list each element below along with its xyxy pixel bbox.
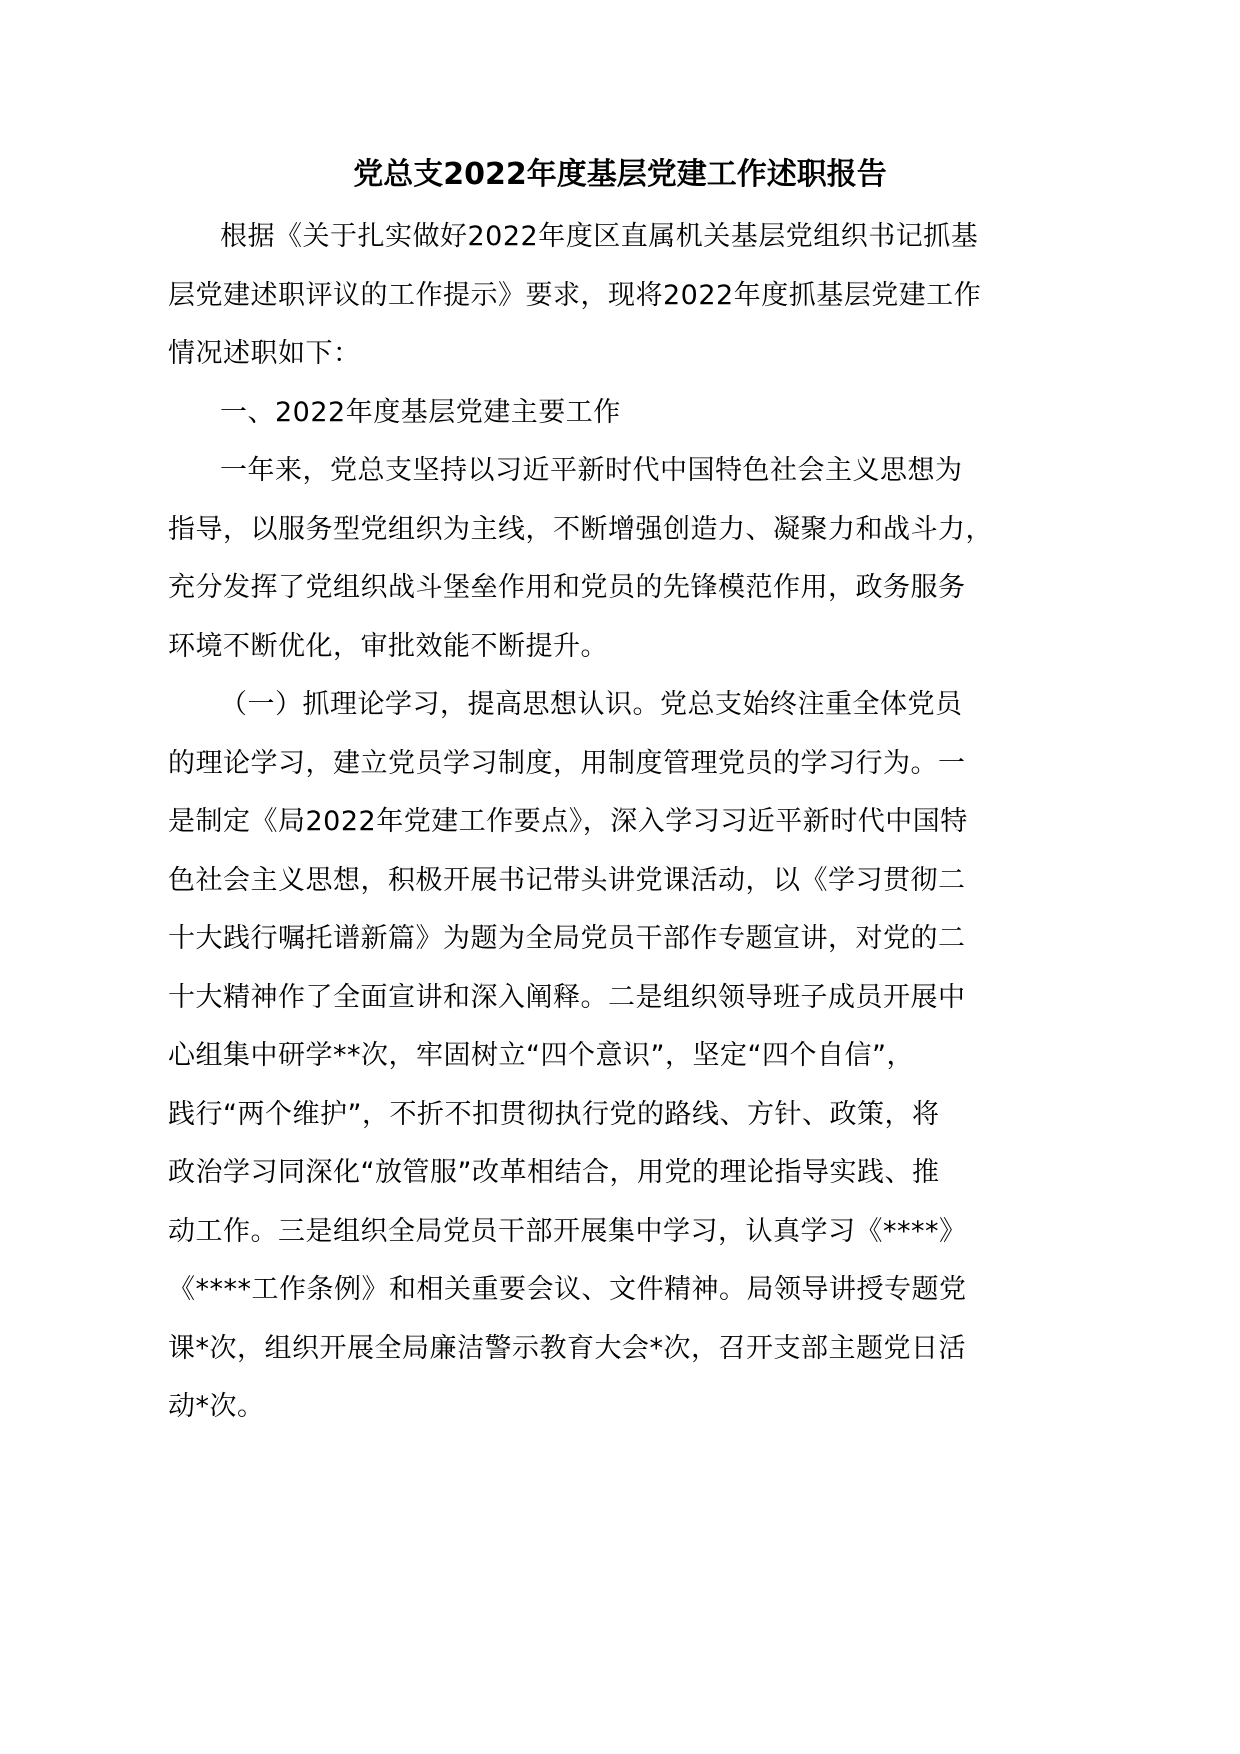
text-line: 指导，以服务型党组织为主线，不断增强创造力、凝聚力和战斗力， [168, 513, 993, 545]
text-line: 环境不断优化，审批效能不断提升。 [168, 630, 608, 662]
text-line: 《****工作条例》和相关重要会议、文件精神。局领导讲授专题党 [168, 1274, 967, 1305]
paragraph-intro [168, 214, 982, 390]
text-line: 政治学习同深化“放管服”改革相结合，用党的理论指导实践、推 [168, 1157, 940, 1188]
text-line: 课*次，组织开展全局廉洁警示教育大会*次，召开支部主题党日活 [168, 1332, 966, 1364]
paragraph-theory-study [168, 682, 968, 1443]
text-line: 层党建述职评议的工作提示》要求，现将2022年度抓基层党建工作 [168, 279, 982, 311]
text-line: 动工作。三是组织全局党员干部开展集中学习，认真学习《****》 [168, 1215, 967, 1247]
section-heading-text: 一、2022年度基层党建主要工作 [220, 396, 621, 428]
paragraph-overview [168, 448, 993, 682]
text-line: 充分发挥了党组织战斗堡垒作用和党员的先锋模范作用，政务服务 [168, 572, 966, 603]
section-heading [168, 390, 968, 449]
text-line: 践行“两个维护”，不折不扣贯彻执行党的路线、方针、政策，将 [168, 1098, 940, 1130]
text-line: 色社会主义思想，积极开展书记带头讲党课活动，以《学习贯彻二 [168, 864, 966, 896]
text-line: （一）抓理论学习，提高思想认识。党总支始终注重全体党员 [220, 689, 963, 720]
text-line: 心组集中研学**次，牢固树立“四个意识”，坚定“四个自信”， [168, 1040, 914, 1071]
text-line: 的理论学习，建立党员学习制度，用制度管理党员的学习行为。一 [168, 747, 966, 779]
text-line: 十大精神作了全面宣讲和深入阐释。二是组织领导班子成员开展中 [168, 981, 966, 1013]
text-line: 动*次。 [168, 1391, 265, 1422]
text-line: 一年来，党总支坚持以习近平新时代中国特色社会主义思想为 [220, 455, 963, 486]
text-line: 情况述职如下： [168, 338, 361, 369]
document-title: 党总支2022年度基层党建工作述职报告 [353, 157, 887, 192]
text-line: 是制定《局2022年党建工作要点》，深入学习习近平新时代中国特 [168, 806, 968, 837]
text-line: 十大践行嘱托谱新篇》为题为全局党员干部作专题宣讲，对党的二 [168, 923, 966, 954]
document-body [168, 214, 993, 1443]
text-line: 根据《关于扎实做好2022年度区直属机关基层党组织书记抓基 [220, 221, 979, 252]
